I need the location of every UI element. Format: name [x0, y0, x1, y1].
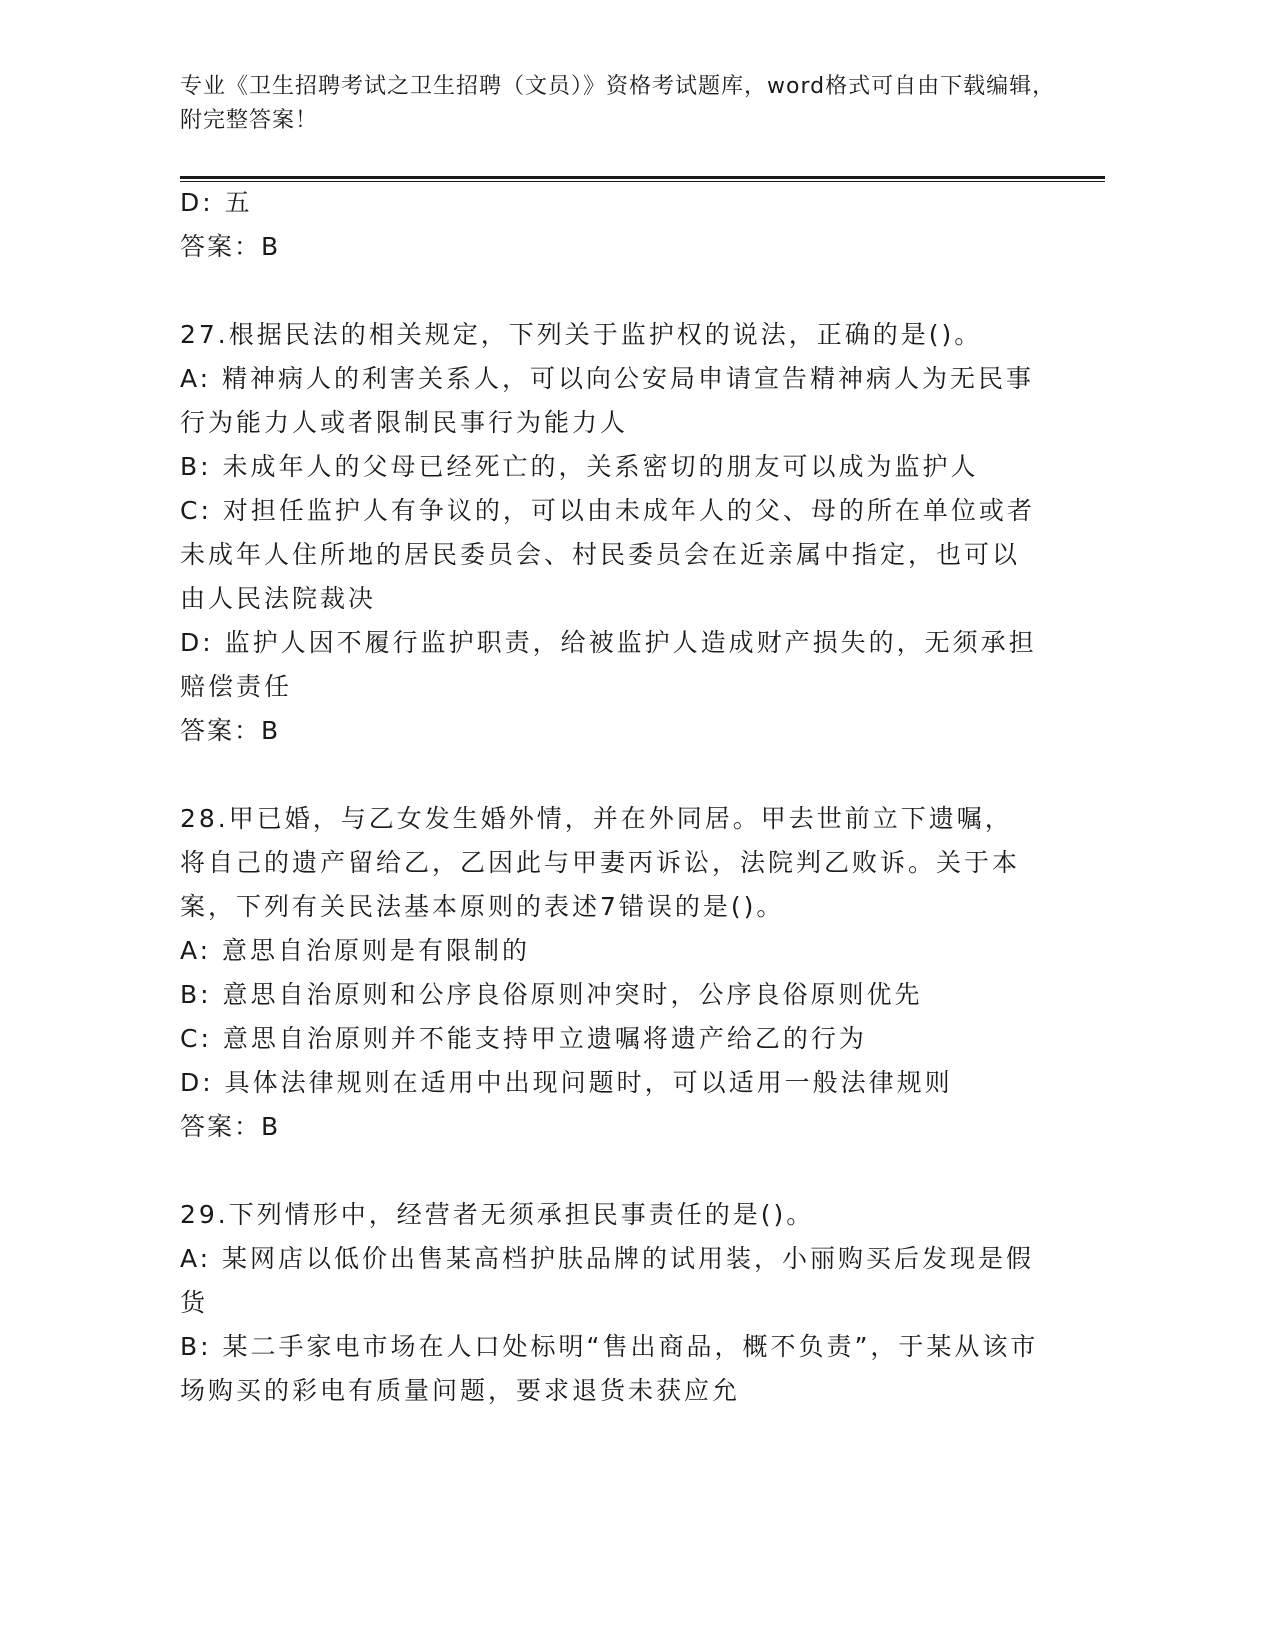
option-c: C: 意思自治原则并不能支持甲立遗嘱将遗产给乙的行为 [180, 1024, 867, 1053]
question-stem: 28.甲已婚，与乙女发生婚外情，并在外同居。甲去世前立下遗嘱，将自己的遗产留给乙，乙因此与甲妻丙诉讼，法院判乙败诉。关于本案，下列有关民法基本原则的表述7错误的是()。 [180, 804, 1021, 921]
option-b: B: 未成年人的父母已经死亡的，关系密切的朋友可以成为监护人 [180, 452, 979, 481]
option-a: A: 某网店以低价出售某高档护肤品牌的试用装，小丽购买后发现是假货 [180, 1244, 1035, 1317]
option-d: D: 监护人因不履行监护职责，给被监护人造成财产损失的，无须承担赔偿责任 [180, 628, 1037, 701]
option-d: D: 具体法律规则在适用中出现问题时，可以适用一般法律规则 [180, 1068, 953, 1097]
option-a: A: 精神病人的利害关系人，可以向公安局申请宣告精神病人为无民事行为能力人或者限制民事行为能力人 [180, 364, 1035, 437]
answer: 答案：B [180, 1112, 281, 1141]
question-stem: 29.下列情形中，经营者无须承担民事责任的是()。 [180, 1200, 815, 1229]
option-b: B: 意思自治原则和公序良俗原则冲突时，公序良俗原则优先 [180, 980, 923, 1009]
answer: 答案：B [180, 716, 281, 745]
question-27 [180, 313, 1040, 753]
exam-content [180, 181, 1040, 1413]
carryover-option-d: D: 五 [180, 188, 253, 217]
page-header: 专业《卫生招聘考试之卫生招聘（文员）》资格考试题库，word格式可自由下载编辑，附完整答案！ [180, 74, 1056, 133]
question-29 [180, 1193, 1040, 1413]
question-28 [180, 797, 1040, 1149]
header-rule-thick [180, 176, 1105, 179]
option-b: B: 某二手家电市场在人口处标明“售出商品，概不负责”，于某从该市场购买的彩电有质量问题，要求退货未获应允 [180, 1332, 1039, 1405]
question-stem: 27.根据民法的相关规定，下列关于监护权的说法，正确的是()。 [180, 320, 983, 349]
option-a: A: 意思自治原则是有限制的 [180, 936, 531, 965]
option-c: C: 对担任监护人有争议的，可以由未成年人的父、母的所在单位或者未成年人住所地的居民委员会、村民委员会在近亲属中指定，也可以由人民法院裁决 [180, 496, 1035, 613]
carryover-answer: 答案：B [180, 232, 281, 261]
